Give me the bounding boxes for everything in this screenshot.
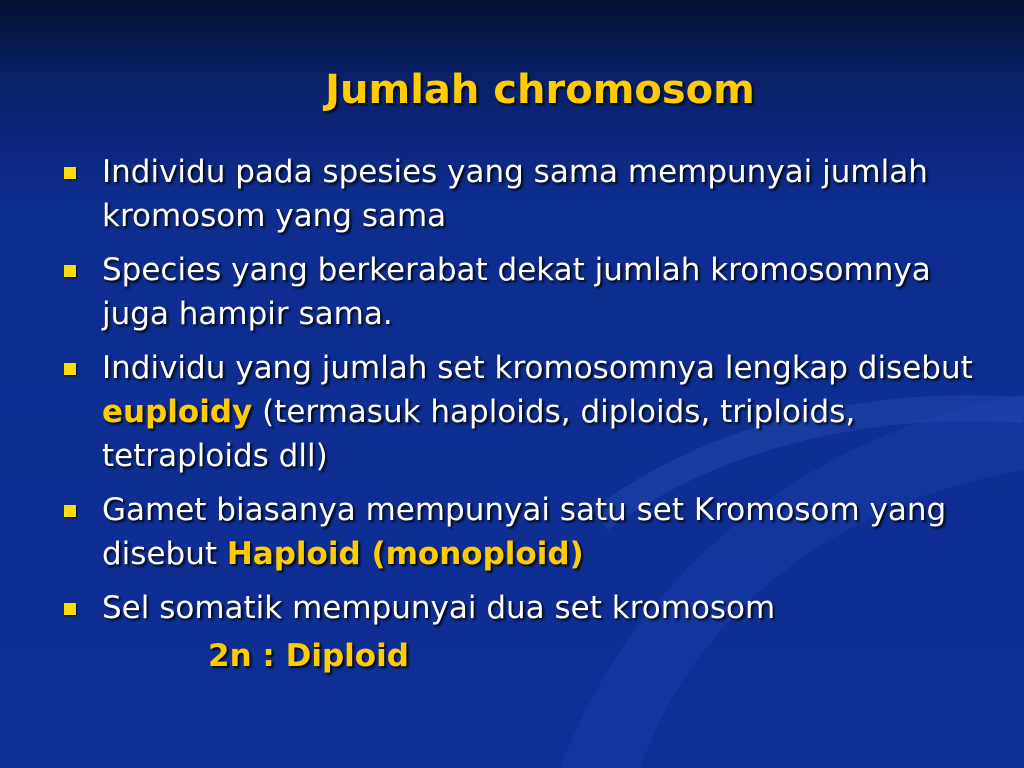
bullet-list	[62, 150, 992, 678]
highlight-term-haploid: Haploid (monoploid)	[226, 536, 584, 572]
square-bullet-icon	[64, 363, 76, 375]
square-bullet-icon	[64, 603, 76, 615]
bullet-item	[62, 346, 992, 478]
bullet-text: Gamet biasanya mempunyai satu set Kromosom yang disebut	[102, 492, 947, 572]
bullet-text: Sel somatik mempunyai dua set kromosom	[102, 590, 776, 626]
slide-title: Jumlah chromosom	[325, 67, 755, 113]
bullet-item	[62, 488, 992, 576]
square-bullet-icon	[64, 167, 76, 179]
bullet-text: Species yang berkerabat dekat jumlah kromosomnya juga hampir sama.	[102, 252, 931, 332]
highlight-term-euploidy: euploidy	[102, 394, 253, 430]
bullet-text: (termasuk haploids, diploids, triploids, tetraploids dll)	[102, 394, 856, 474]
diploid-line: 2n : Diploid	[208, 638, 409, 674]
square-bullet-icon	[64, 265, 76, 277]
bullet-item	[62, 586, 992, 630]
square-bullet-icon	[64, 505, 76, 517]
bullet-item	[62, 248, 992, 336]
bullet-text: Individu yang jumlah set kromosomnya lengkap disebut	[102, 350, 973, 386]
bullet-text: Individu pada spesies yang sama mempunyai jumlah kromosom yang sama	[102, 154, 928, 234]
bullet-item	[62, 150, 992, 238]
